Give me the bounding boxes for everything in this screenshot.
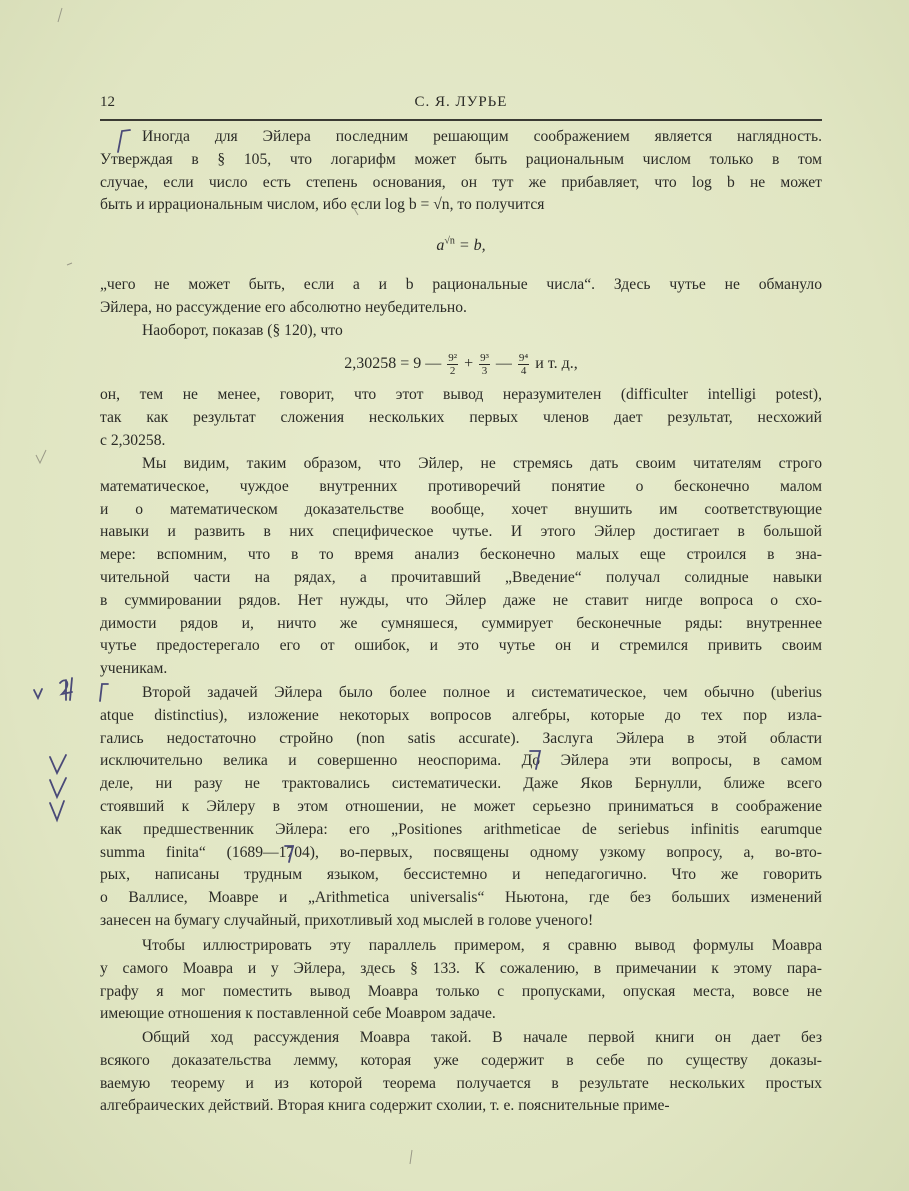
text-line: ваемую теорему и из которой теорема получается в результате нескольких простых (100, 1074, 822, 1092)
text-line: о Валлисе, Моавре и „Arithmetica universalis“ Ньютона, где без больших изменений (100, 889, 822, 907)
text-line: случае, если число есть степень основания, он тут же прибавляет, что log b не может (100, 173, 822, 191)
denominator: 3 (481, 364, 488, 377)
bracket-mark (100, 684, 108, 701)
text-line: в суммировании рядов. Нет нужды, что Эйлер даже не ставит нигде вопроса о схо- (100, 591, 822, 609)
formula-lhs: 2,30258 = 9 — (344, 355, 442, 372)
check-mark (50, 755, 66, 773)
bracket-mark (530, 751, 540, 769)
text-line: Утверждая в § 105, что логарифм может быть рациональным числом только в том (100, 150, 822, 168)
numerator: 9³ (480, 351, 489, 364)
text-line: исключительно велика и совершенно неоспорима. До Эйлера эти вопросы, в самом (100, 752, 822, 770)
text-line: Эйлера, но рассуждение его абсолютно неубедительно. (100, 298, 467, 316)
formula-rhs: = b, (454, 237, 486, 254)
text-line: ученикам. (100, 660, 168, 678)
check-mark (50, 801, 64, 820)
text-line: быть и иррациональным числом, ибо если log b = √n, то получится (100, 196, 545, 214)
denominator: 4 (520, 364, 527, 377)
check-mark (50, 778, 66, 797)
formula-base: a (436, 237, 445, 254)
text-line: Общий ход рассуждения Моавра такой. В начале первой книги он дает без (142, 1029, 822, 1046)
formula-tail: и т. д., (535, 355, 578, 372)
text-line: гались недостаточно стройно (non satis accurate). Заслуга Эйлера в этой области (100, 729, 822, 747)
text-line: „чего не может быть, если a и b рациональные числа“. Здесь чутье не обмануло (100, 276, 822, 293)
check-mark (34, 689, 42, 698)
text-line: рых, написаны трудным языком, бессистемно и непедагогично. Что же говорить (100, 866, 822, 884)
text-line: мере: вспомним, что в то время анализ бесконечно малых еще строился в зна- (100, 546, 822, 564)
scratch-mark (67, 263, 72, 265)
operator: — (495, 355, 512, 372)
number-mark (60, 678, 72, 700)
text-line: atque distinctius), изложение некоторых вопросов алгебры, которые до тех пор изла- (100, 706, 822, 724)
text-line: как предшественник Эйлера: его „Positiones arithmeticae de seriebus infinitis earumque (100, 820, 822, 838)
numerator: 9² (448, 351, 458, 364)
text-line: у самого Моавра и у Эйлера, здесь § 133. К сожалению, в примечании к этому пара- (100, 959, 822, 977)
text-line: имеющие отношения к поставленной себе Моавром задаче. (100, 1005, 496, 1023)
text-line: чительной части на рядах, а прочитавший „Введение“ получал солидные навыки (100, 568, 822, 586)
text-line: математическое, чуждое внутренних противоречий понятие о бесконечно малом (100, 477, 822, 495)
bracket-mark (285, 846, 293, 862)
text-line: summa finita“ (1689—1704), во-первых, посвящены одному узкому вопросу, а, во-вто- (100, 843, 822, 861)
text-line: Наоборот, показав (§ 120), что (142, 322, 343, 339)
running-title: С. Я. ЛУРЬЕ (414, 94, 508, 110)
operator: + (464, 355, 474, 372)
text-line: алгебраических действий. Вторая книга содержит схолии, т. е. пояснительные приме- (100, 1097, 670, 1115)
text-line: Иногда для Эйлера последним решающим соображением является наглядность. (142, 128, 822, 145)
scratch-mark (58, 8, 62, 22)
text-line: Второй задачей Эйлера было более полное и систематическое, чем обычно (uberius (142, 684, 822, 701)
text-line: стоявший к Эйлеру в этом отношении, не может серьезно приниматься в соображение (100, 797, 822, 815)
text-line: с 2,30258. (100, 431, 166, 449)
bracket-mark (118, 130, 130, 152)
text-line: деле, ни разу не трактовались систематически. Даже Яков Бернулли, ближе всего (100, 775, 822, 793)
text-line: так как результат сложения нескольких первых членов дает результат, несхожий (100, 408, 822, 426)
text-line: графу я мог поместить вывод Моавра только с пропусками, опуская места, вовсе не (100, 982, 822, 1000)
formula-exponent: √n (444, 235, 455, 247)
numerator: 9⁴ (518, 351, 529, 364)
denominator: 2 (449, 364, 456, 377)
text-line: димости рядов и, ничто же сумняшеся, суммирует бесконечные ряды: внутреннее (100, 614, 822, 632)
scratch-mark (410, 1150, 412, 1164)
text-line: Чтобы иллюстрировать эту параллель примером, я сравню вывод формулы Моавра (142, 937, 822, 954)
text-line: он, тем не менее, говорит, что этот вывод неразумителен (difficulter intelligi potest), (100, 386, 822, 403)
text-line: Мы видим, таким образом, что Эйлер, не стремясь дать своим читателям строго (142, 455, 822, 472)
text-line: занесен на бумагу случайный, прихотливый ход мыслей в голове ученого! (100, 911, 594, 929)
text-line: чутье предостерегало его от ошибок, и это чутье он и стремился привить своим (100, 637, 822, 655)
text-line: всякого доказательства лемму, которая уже содержит в себе по существу доказы- (100, 1051, 822, 1069)
faint-check-mark (36, 450, 46, 463)
text-line: и о математическом доказательстве вообще, хочет внушить им соответствующие (100, 500, 822, 518)
page-number: 12 (100, 94, 115, 110)
scratch-mark (352, 205, 358, 215)
text-line: навыки и развить в них специфическое чутье. И этого Эйлер достигает в большой (100, 523, 822, 541)
